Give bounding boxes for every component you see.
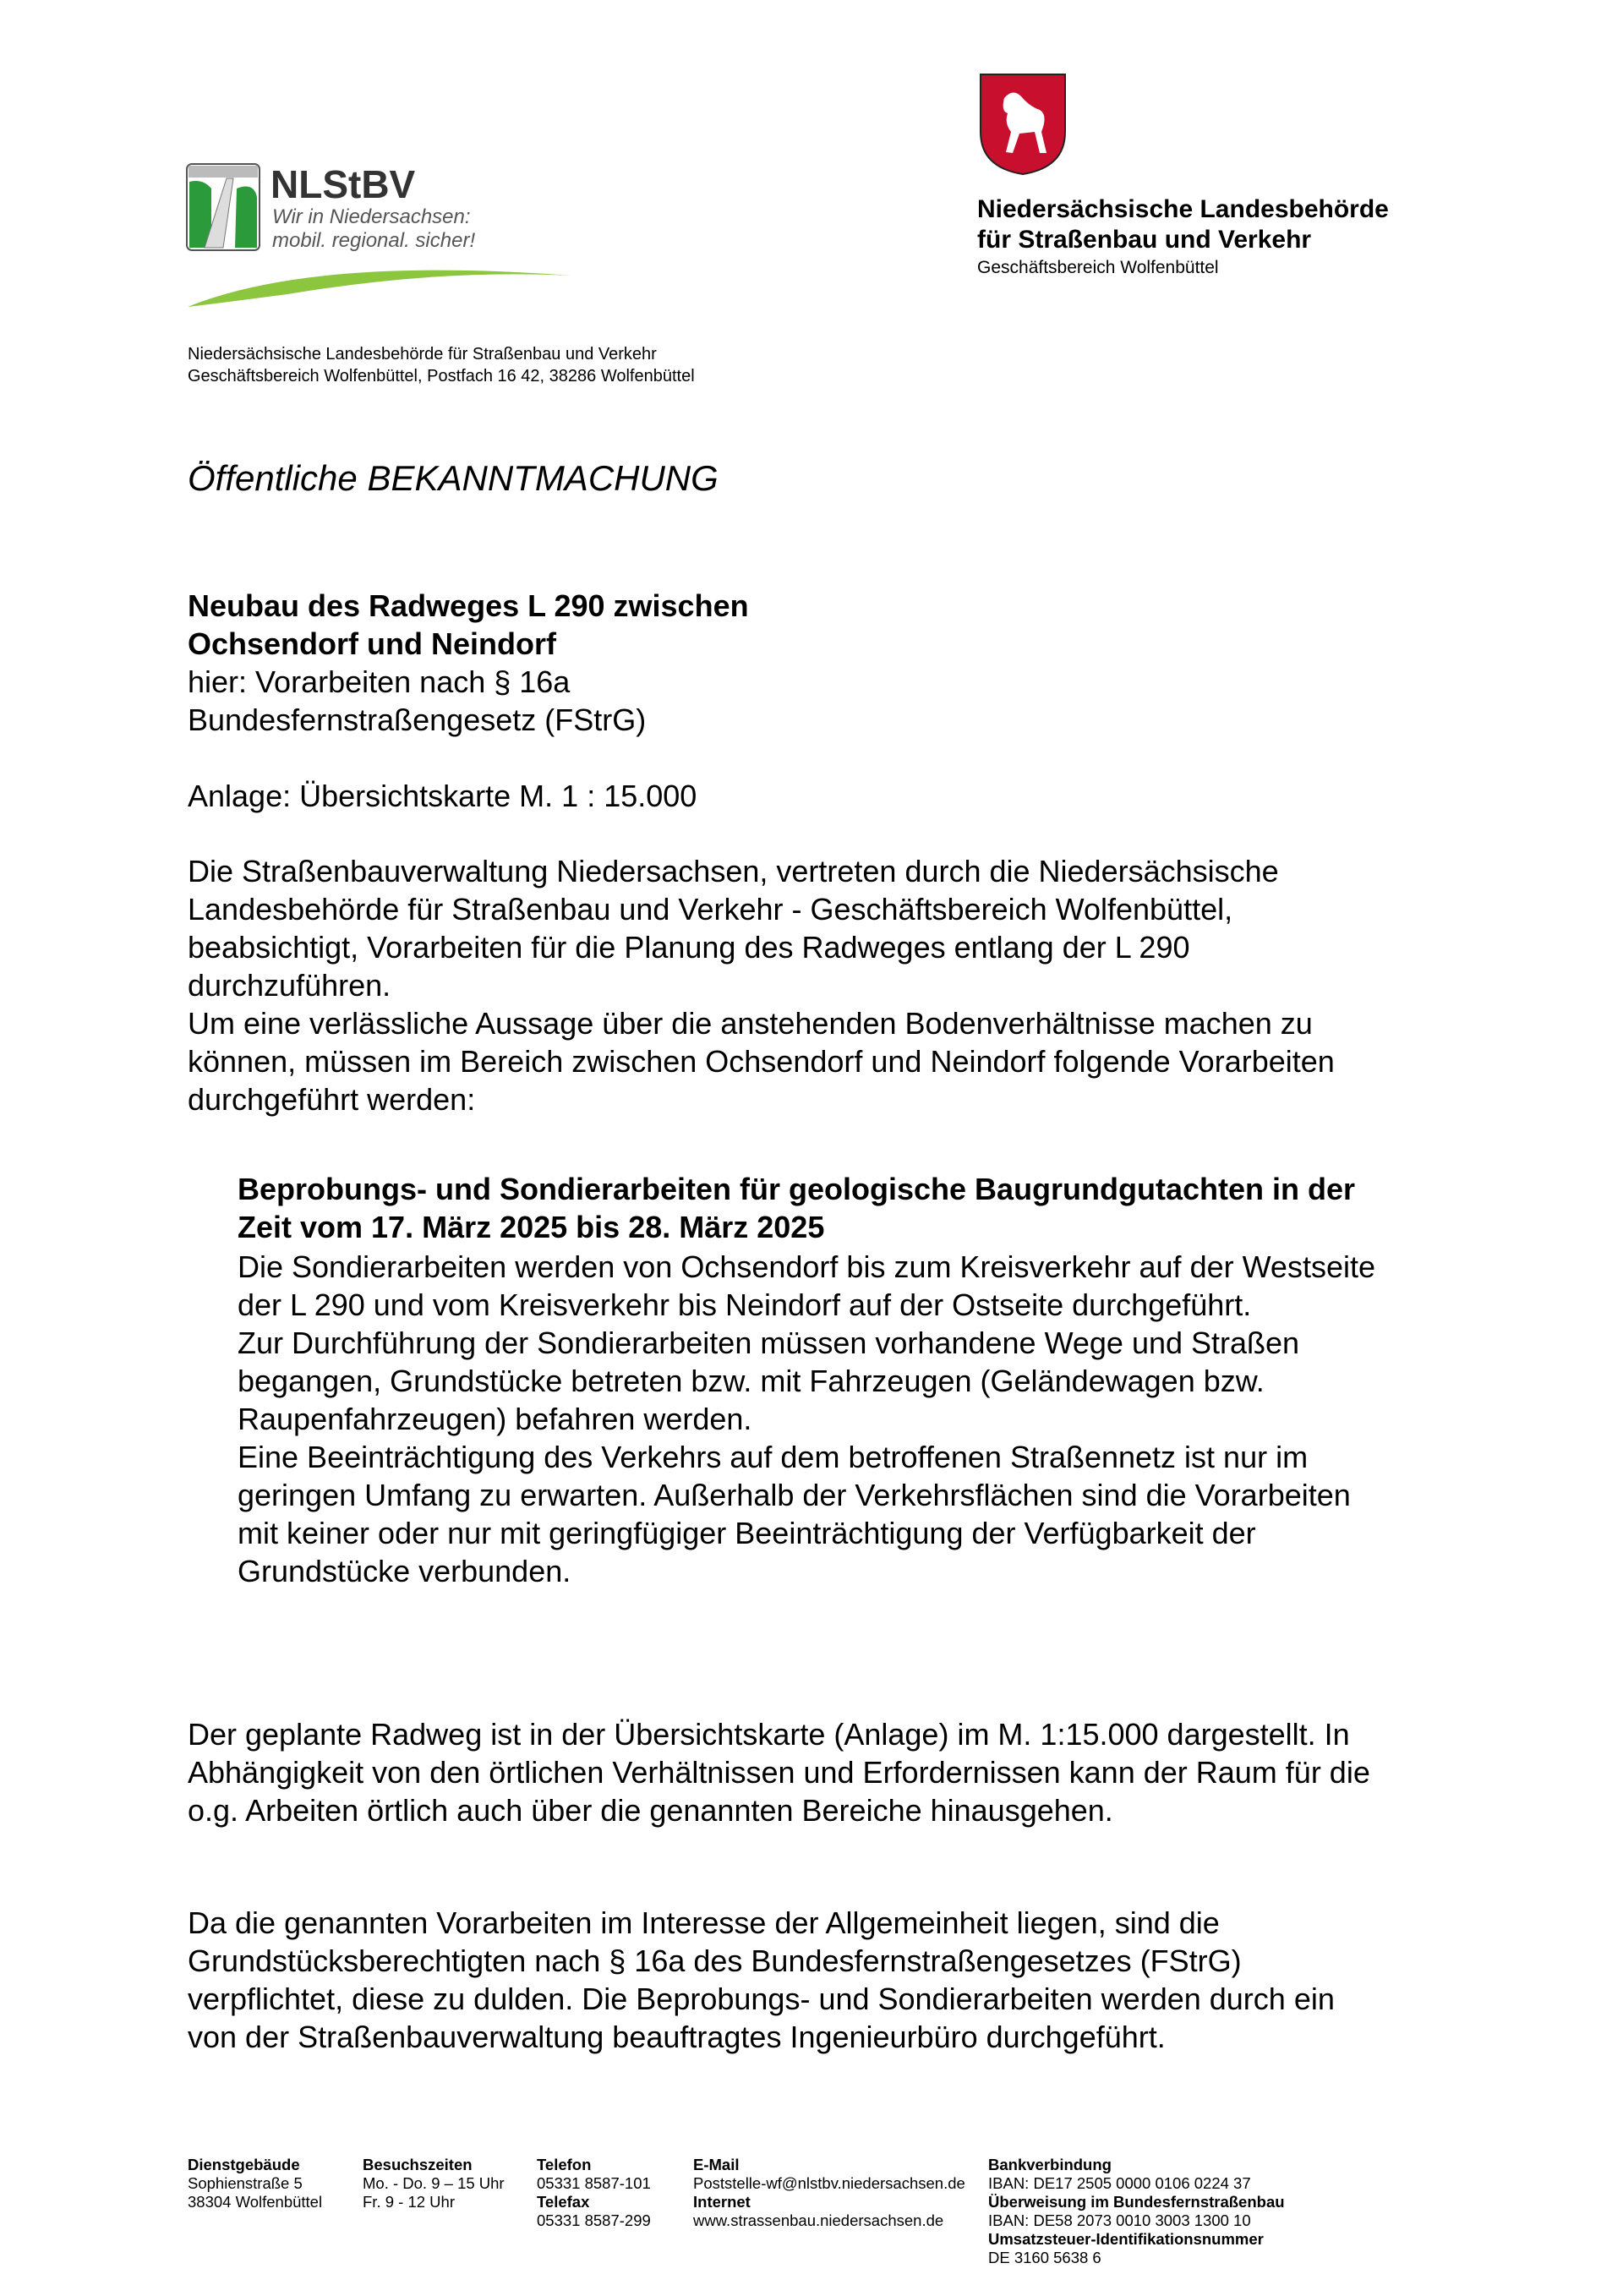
- logo-tagline-2: mobil. regional. sicher!: [272, 229, 476, 252]
- footer-text: IBAN: DE17 2505 0000 0106 0224 37: [988, 2174, 1251, 2192]
- footer-text: Fr. 9 - 12 Uhr: [363, 2193, 455, 2211]
- footer-text: IBAN: DE58 2073 0010 3003 1300 10: [988, 2211, 1251, 2229]
- footer-label: Telefax: [537, 2193, 590, 2211]
- footer-text: 38304 Wolfenbüttel: [188, 2193, 323, 2211]
- footer-label: Internet: [693, 2193, 751, 2211]
- text-line: Eine Beeinträchtigung des Verkehrs auf dem betroffenen Straßennetz ist nur im: [238, 1440, 1309, 1474]
- authority-name-2: für Straßenbau und Verkehr: [977, 226, 1312, 254]
- text-line: Der geplante Radweg ist in der Übersichtskarte (Anlage) im M. 1:15.000 dargestellt. In: [188, 1717, 1350, 1752]
- coat-of-arms-icon: [979, 73, 1067, 176]
- text-line: Die Straßenbauverwaltung Niedersachsen, vertreten durch die Niedersächsische: [188, 854, 1279, 888]
- footer-label: Bankverbindung: [988, 2156, 1112, 2173]
- text-line: verpflichtet, diese zu dulden. Die Beprobungs- und Sondierarbeiten werden durch ein: [188, 1982, 1335, 2016]
- subject-line: Bundesfernstraßengesetz (FStrG): [188, 702, 647, 737]
- text-line: geringen Umfang zu erwarten. Außerhalb der Verkehrsflächen sind die Vorarbeiten: [238, 1478, 1351, 1512]
- work-heading: Zeit vom 17. März 2025 bis 28. März 2025: [238, 1210, 825, 1244]
- subject-line: Neubau des Radweges L 290 zwischen: [188, 588, 749, 623]
- sender-line-2: Geschäftsbereich Wolfenbüttel, Postfach 16 42, 38286 Wolfenbüttel: [188, 367, 695, 385]
- paragraph-3: [188, 1904, 1335, 2056]
- footer-email: [693, 2156, 965, 2230]
- sender-line-1: Niedersächsische Landesbehörde für Straßenbau und Verkehr: [188, 345, 657, 364]
- footer-text: 05331 8587-101: [537, 2174, 651, 2192]
- footer-label: E-Mail: [693, 2156, 740, 2173]
- text-line: Abhängigkeit von den örtlichen Verhältnissen und Erfordernissen kann der Raum für die: [188, 1755, 1370, 1790]
- text-line: durchzuführen.: [188, 968, 391, 1003]
- text-line: Um eine verlässliche Aussage über die anstehenden Bodenverhältnisse machen zu: [188, 1006, 1313, 1041]
- footer-text: Sophienstraße 5: [188, 2174, 303, 2192]
- document-title: Öffentliche BEKANNTMACHUNG: [188, 458, 719, 498]
- paragraph-2: [188, 1715, 1370, 1829]
- text-line: Da die genannten Vorarbeiten im Interesse der Allgemeinheit liegen, sind die: [188, 1905, 1220, 1940]
- text-line: können, müssen im Bereich zwischen Ochsendorf und Neindorf folgende Vorarbeiten: [188, 1044, 1335, 1079]
- footer-hours: [363, 2156, 505, 2211]
- footer-web-link[interactable]: www.strassenbau.niedersachsen.de: [693, 2211, 944, 2229]
- text-line: durchgeführt werden:: [188, 1082, 476, 1117]
- green-swoosh-icon: [186, 260, 575, 311]
- subject: [188, 587, 749, 739]
- footer-text: DE 3160 5638 6: [988, 2249, 1101, 2266]
- footer-label: Dienstgebäude: [188, 2156, 300, 2173]
- text-line: Die Sondierarbeiten werden von Ochsendorf bis zum Kreisverkehr auf der Westseite: [238, 1249, 1375, 1284]
- work-heading: Beprobungs- und Sondierarbeiten für geologische Baugrundgutachten in der: [238, 1172, 1356, 1206]
- attachment-note: Anlage: Übersichtskarte M. 1 : 15.000: [188, 779, 697, 813]
- text-line: beabsichtigt, Vorarbeiten für die Planung des Radweges entlang der L 290: [188, 930, 1190, 965]
- text-line: mit keiner oder nur mit geringfügiger Beeinträchtigung der Verfügbarkeit der: [238, 1516, 1256, 1550]
- footer-label: Telefon: [537, 2156, 592, 2173]
- text-line: von der Straßenbauverwaltung beauftragtes Ingenieurbüro durchgeführt.: [188, 2020, 1166, 2054]
- logo-name: NLStBV: [270, 162, 416, 206]
- authority-name-1: Niedersächsische Landesbehörde: [977, 195, 1389, 223]
- footer-label: Überweisung im Bundesfernstraßenbau: [988, 2193, 1285, 2211]
- footer-email-link[interactable]: Poststelle-wf@nlstbv.niedersachsen.de: [693, 2174, 965, 2192]
- text-line: Landesbehörde für Straßenbau und Verkehr - Geschäftsbereich Wolfenbüttel,: [188, 892, 1233, 927]
- text-line: Raupenfahrzeugen) befahren werden.: [238, 1402, 752, 1436]
- nlstbv-logo: [186, 163, 583, 307]
- text-line: der L 290 und vom Kreisverkehr bis Neindorf auf der Ostseite durchgeführt.: [238, 1287, 1252, 1322]
- subject-line: hier: Vorarbeiten nach § 16a: [188, 664, 571, 699]
- footer-office: [188, 2156, 322, 2211]
- footer-text: 05331 8587-299: [537, 2211, 651, 2229]
- footer-text: Mo. - Do. 9 – 15 Uhr: [363, 2174, 505, 2192]
- text-line: Grundstücksberechtigten nach § 16a des Bundesfernstraßengesetzes (FStrG): [188, 1943, 1242, 1978]
- text-line: o.g. Arbeiten örtlich auch über die genannten Bereiche hinausgehen.: [188, 1793, 1113, 1828]
- text-line: Zur Durchführung der Sondierarbeiten müssen vorhandene Wege und Straßen: [238, 1326, 1300, 1360]
- paragraph-1: [188, 852, 1335, 1118]
- footer-label: Umsatzsteuer-Identifikationsnummer: [988, 2230, 1264, 2248]
- road-logo-icon: [186, 163, 260, 251]
- footer-phone: [537, 2156, 651, 2230]
- text-line: begangen, Grundstücke betreten bzw. mit Fahrzeugen (Geländewagen bzw.: [238, 1364, 1265, 1398]
- text-line: Grundstücke verbunden.: [238, 1554, 571, 1588]
- work-block: [238, 1170, 1375, 1590]
- footer-bank: [988, 2156, 1285, 2267]
- subject-line: Ochsendorf und Neindorf: [188, 626, 556, 661]
- authority-division: Geschäftsbereich Wolfenbüttel: [977, 258, 1219, 277]
- footer-label: Besuchszeiten: [363, 2156, 473, 2173]
- logo-tagline-1: Wir in Niedersachsen:: [272, 205, 471, 228]
